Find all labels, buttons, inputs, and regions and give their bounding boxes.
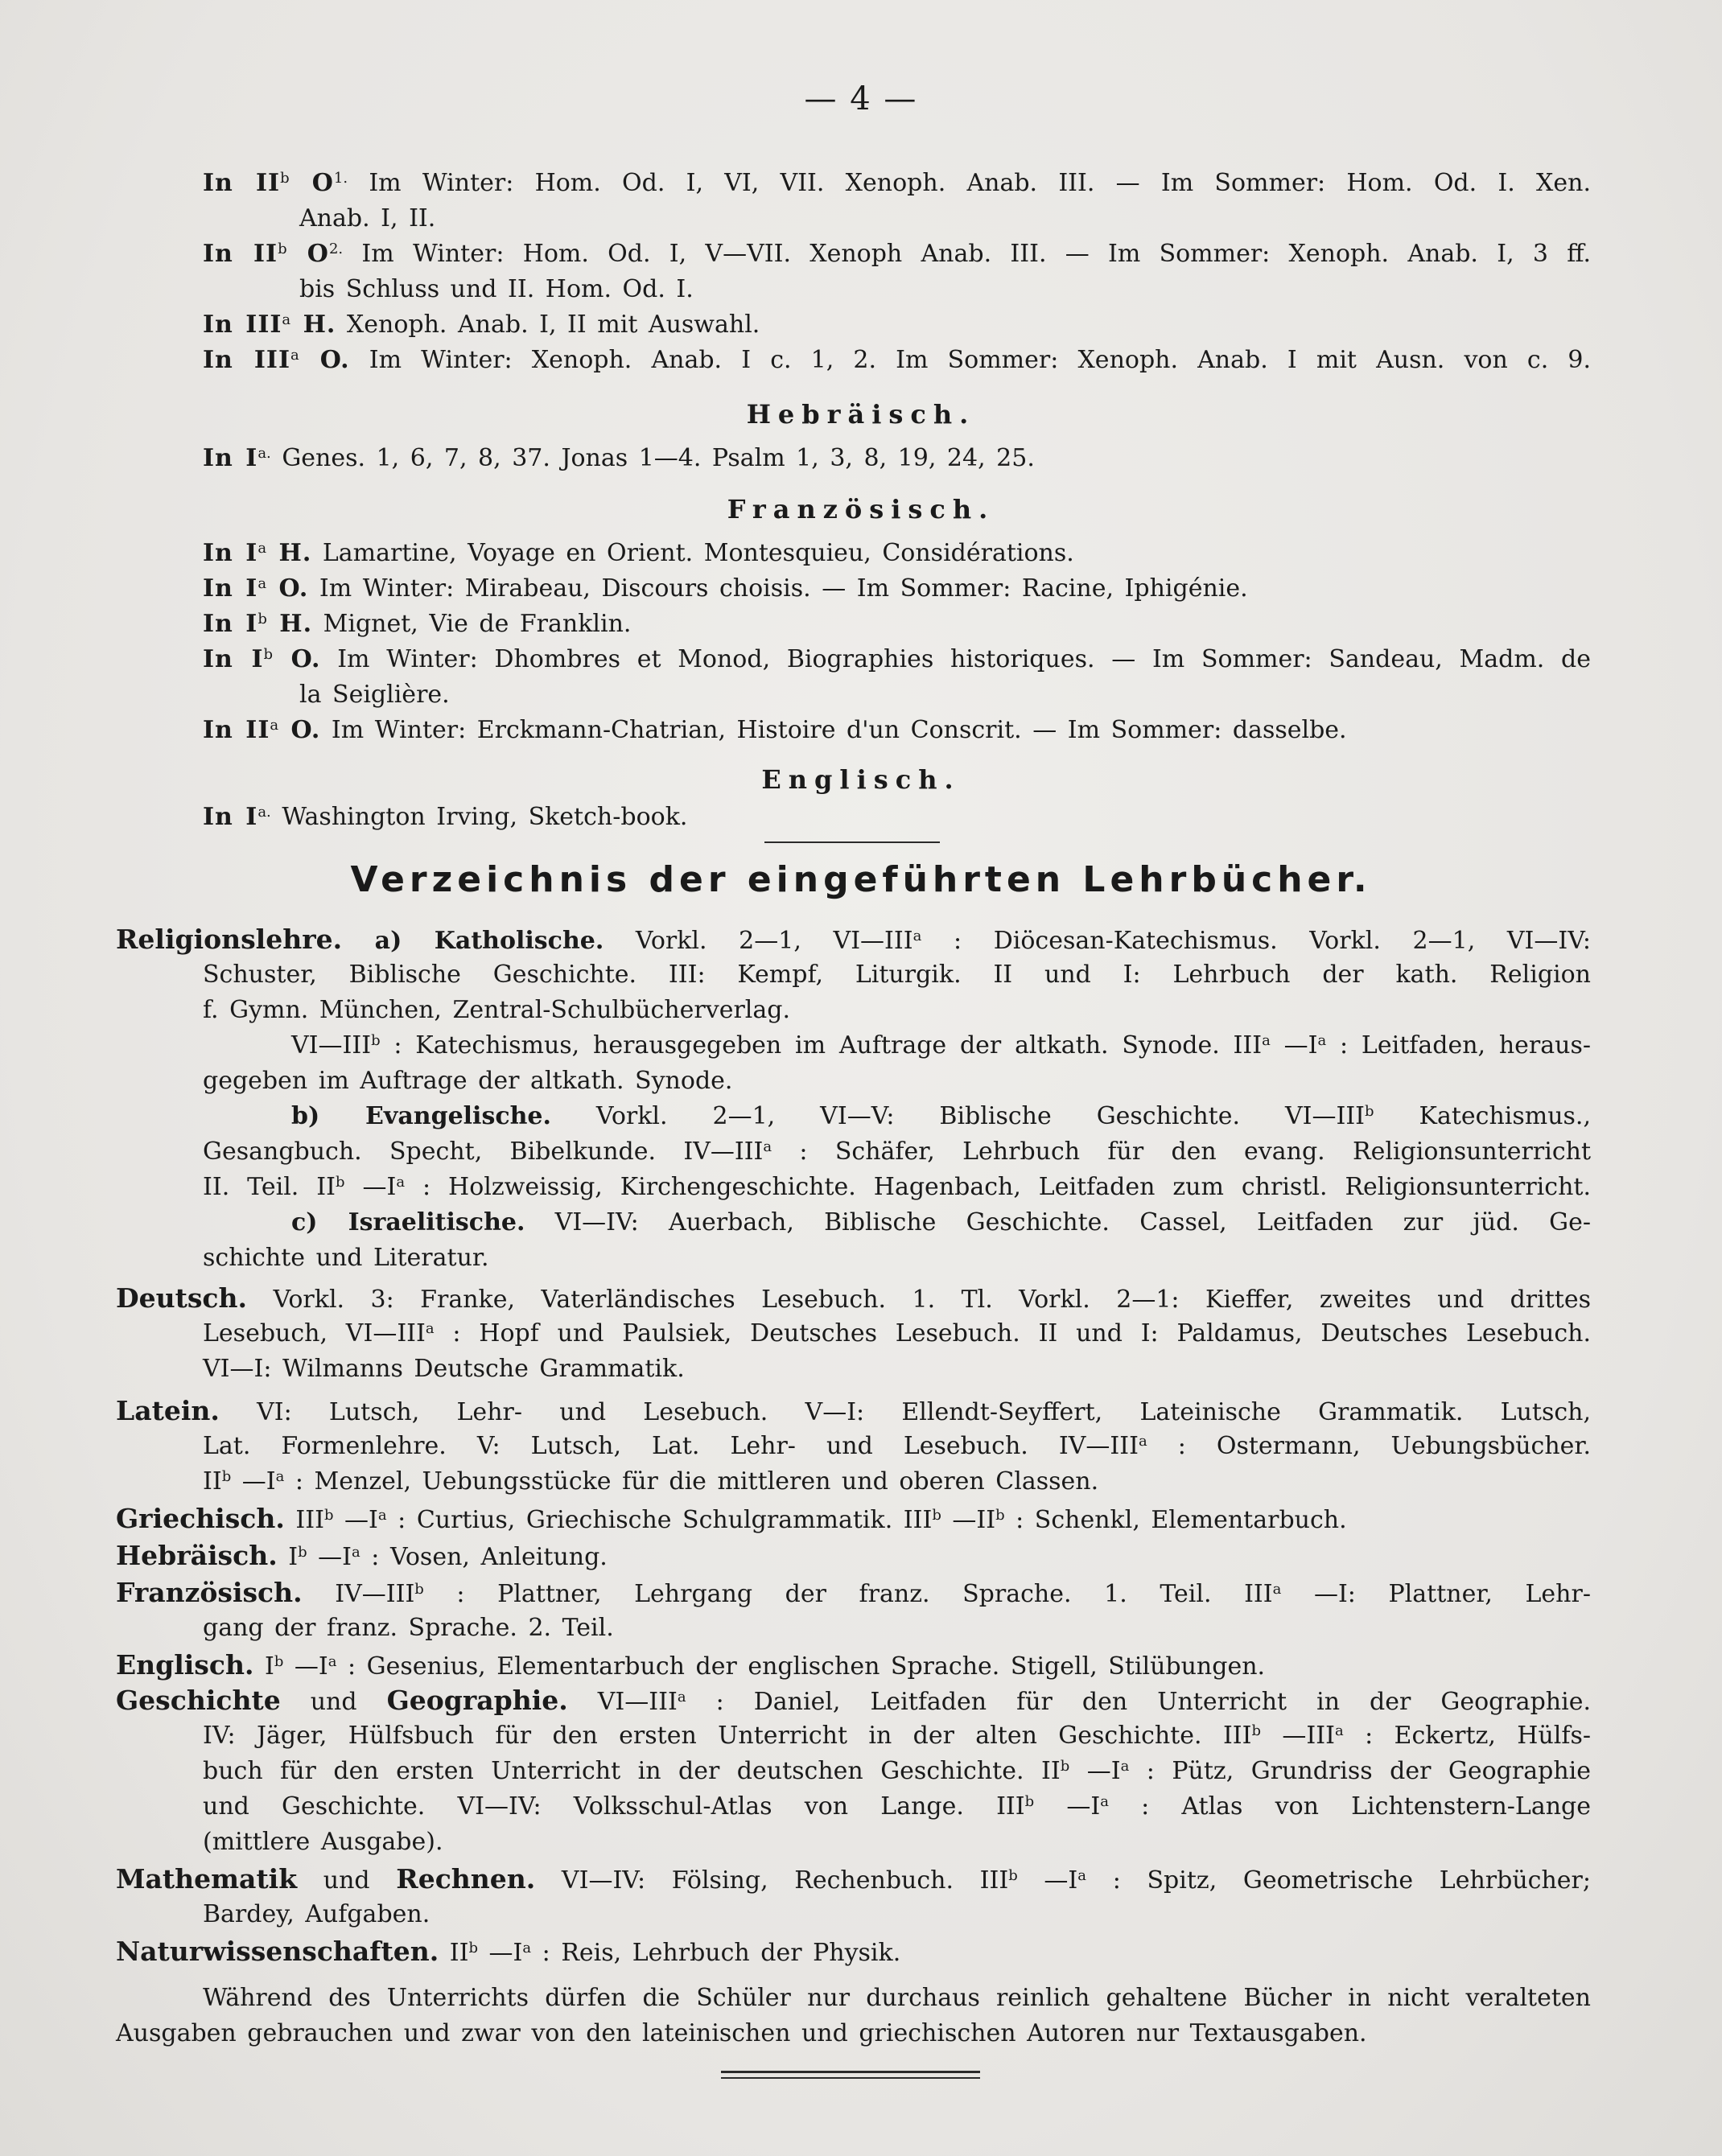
text-line: Lesebuch, VI—III$^a$ : Hopf und Paulsiek, Deutsches Lesebuch. II und I: Paldamus, Deutsches Lesebuch.: [203, 1319, 1591, 1348]
text-line: gang der franz. Sprache. 2. Teil.: [203, 1614, 614, 1642]
text-line: In $I^b$ H. Mignet, Vie de Franklin.: [203, 610, 632, 638]
text-line: Lat. Formenlehre. V: Lutsch, Lat. Lehr- und Lesebuch. IV—III$^a$ : Ostermann, Uebungsbücher.: [203, 1432, 1592, 1460]
text-line: In III$^a$ H. Xenoph. Anab. I, II mit Auswahl.: [203, 311, 760, 339]
text-line: bis Schluss und II. Hom. Od. I.: [299, 275, 694, 303]
section-heading-franzoesisch: Französisch.: [727, 494, 995, 525]
divider: [721, 2071, 980, 2073]
text-line: b) Evangelische. Vorkl. 2—1, VI—V: Biblische Geschichte. VI—III$^b$ Katechismus.,: [291, 1102, 1591, 1130]
text-line: Mathematik und Rechnen. VI—IV: Fölsing, Rechenbuch. III$^b$ $—I^a$ : Spitz, Geometrische Lehrbücher;: [116, 1863, 1591, 1895]
section-heading-englisch: Englisch.: [761, 764, 961, 795]
text-line: Latein. VI: Lutsch, Lehr- und Lesebuch. V—I: Ellendt-Seyffert, Lateinische Grammatik. Lutsch,: [116, 1395, 1591, 1426]
divider: [721, 2077, 980, 2079]
text-line: In III$^a$ O. Im Winter: Xenoph. Anab. I c. 1, 2. Im Sommer: Xenoph. Anab. I mit Ausn. von c. 9.: [203, 346, 1592, 374]
text-line: Ausgaben gebrauchen und zwar von den lateinischen und griechischen Autoren nur Textausgaben.: [116, 2019, 1367, 2047]
text-line: Geschichte und Geographie. VI—III$^a$ : Daniel, Leitfaden für den Unterricht in der Geographie.: [116, 1685, 1591, 1716]
section-heading-hebraeisch: Hebräisch.: [746, 399, 976, 430]
text-line: II. Teil. $II^b$ $—I^a$ : Holzweissig, Kirchengeschichte. Hagenbach, Leitfaden zum christl. Religionsunterricht.: [203, 1173, 1591, 1201]
text-line: VI—I: Wilmanns Deutsche Grammatik.: [203, 1355, 685, 1383]
text-line: Naturwissenschaften. $II^b$ $—I^a$ : Reis, Lehrbuch der Physik.: [116, 1936, 901, 1967]
text-line: VI—III$^b$ : Katechismus, herausgegeben im Auftrage der altkath. Synode. III$^a$ $—I^a$ : Leitfaden, heraus-: [291, 1031, 1592, 1059]
text-line: Deutsch. Vorkl. 3: Franke, Vaterländisches Lesebuch. 1. Tl. Vorkl. 2—1: Kieffer, zweites und drittes: [116, 1282, 1591, 1314]
text-line: $II^b$ $—I^a$ : Menzel, Uebungsstücke für die mittleren und oberen Classen.: [203, 1467, 1099, 1496]
text-line: Religionslehre. a) Katholische. Vorkl. 2—1, VI—III$^a$ : Diöcesan-Katechismus. Vorkl. 2—1, VI—IV:: [116, 924, 1591, 955]
text-line: f. Gymn. München, Zentral-Schulbücherverlag.: [203, 996, 791, 1024]
text-line: (mittlere Ausgabe).: [203, 1828, 443, 1856]
text-line: Französisch. IV—III$^b$ : Plattner, Lehrgang der franz. Sprache. 1. Teil. III$^a$ —I: Plattner, Lehr-: [116, 1577, 1591, 1608]
text-line: buch für den ersten Unterricht in der deutschen Geschichte. $II^b$ $—I^a$ : Pütz, Grundriss der Geographie: [203, 1757, 1591, 1785]
text-line: schichte und Literatur.: [203, 1244, 489, 1272]
text-line: la Seiglière.: [299, 681, 450, 709]
text-line: In $I^{a.}$ Washington Irving, Sketch-book.: [203, 803, 688, 831]
text-line: IV: Jäger, Hülfsbuch für den ersten Unterricht in der alten Geschichte. III$^b$ —III$^a$ : Eckertz, Hülfs-: [203, 1722, 1591, 1750]
text-line: Anab. I, II.: [299, 204, 436, 232]
text-line: In $I^{a.}$ Genes. 1, 6, 7, 8, 37. Jonas 1—4. Psalm 1, 3, 8, 19, 24, 25.: [203, 444, 1035, 472]
text-line: In $I^a$ O. Im Winter: Mirabeau, Discours choisis. — Im Sommer: Racine, Iphigénie.: [203, 574, 1248, 603]
page-number: — 4 —: [804, 80, 918, 117]
text-line: Schuster, Biblische Geschichte. III: Kempf, Liturgik. II und I: Lehrbuch der kath. Religion: [203, 961, 1591, 989]
text-line: In $II^b$ $O^{2.}$ Im Winter: Hom. Od. I, V—VII. Xenoph Anab. III. — Im Sommer: Xenoph. Anab. I, 3 ff.: [203, 240, 1592, 268]
text-line: und Geschichte. VI—IV: Volksschul-Atlas von Lange. III$^b$ $—I^a$ : Atlas von Lichtenstern-Lange: [203, 1792, 1591, 1821]
divider: [764, 841, 940, 843]
text-line: In $II^b$ $O^{1.}$ Im Winter: Hom. Od. I, VI, VII. Xenoph. Anab. III. — Im Sommer: Hom. Od. I. Xen.: [203, 169, 1592, 197]
text-line: Englisch. $I^b$ $—I^a$ : Gesenius, Elementarbuch der englischen Sprache. Stigell, Stilübungen.: [116, 1649, 1266, 1681]
text-line: c) Israelitische. VI—IV: Auerbach, Biblische Geschichte. Cassel, Leitfaden zur jüd. Ge-: [291, 1208, 1591, 1236]
text-line: Während des Unterrichts dürfen die Schüler nur durchaus reinlich gehaltene Bücher in nicht veralteten: [203, 1984, 1591, 2012]
text-line: Hebräisch. $I^b$ $—I^a$ : Vosen, Anleitung.: [116, 1540, 608, 1571]
text-line: Griechisch. III$^b$ $—I^a$ : Curtius, Griechische Schulgrammatik. III$^b$ $—II^b$ : Schenkl, Elementarbuch.: [116, 1503, 1347, 1534]
text-line: gegeben im Auftrage der altkath. Synode.: [203, 1067, 733, 1095]
text-line: In $II^a$ O. Im Winter: Erckmann-Chatrian, Histoire d'un Conscrit. — Im Sommer: dasselbe.: [203, 716, 1347, 744]
text-line: Bardey, Aufgaben.: [203, 1900, 430, 1928]
text-line: Gesangbuch. Specht, Bibelkunde. IV—III$^a$ : Schäfer, Lehrbuch für den evang. Religionsunterricht: [203, 1138, 1592, 1166]
page-title: Verzeichnis der eingeführten Lehrbücher.: [350, 859, 1372, 900]
text-line: In $I^a$ H. Lamartine, Voyage en Orient. Montesquieu, Considérations.: [203, 539, 1074, 567]
text-line: In $I^b$ O. Im Winter: Dhombres et Monod, Biographies historiques. — Im Sommer: Sandeau, Madm. de: [203, 645, 1592, 673]
